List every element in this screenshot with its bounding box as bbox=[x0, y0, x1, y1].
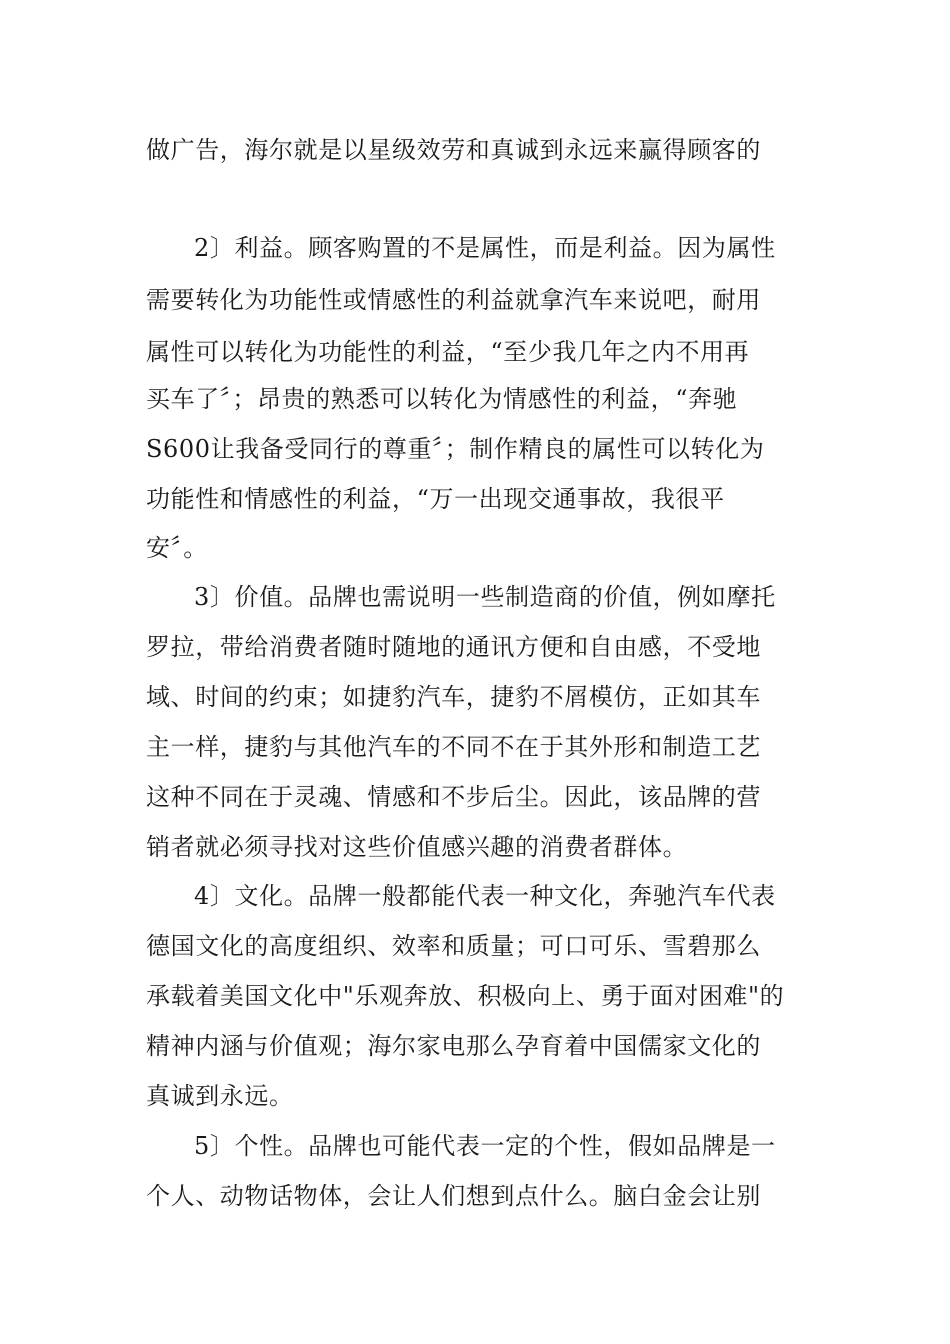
text-line: 销者就必须寻找对这些价值感兴趣的消费者群体。 bbox=[146, 833, 688, 861]
text-line: 做广告，海尔就是以星级效劳和真诚到永远来赢得顾客的 bbox=[146, 136, 761, 164]
text-line: 属性可以转化为功能性的利益，“至少我几年之内不用再 bbox=[146, 338, 750, 366]
text-line: 主一样，捷豹与其他汽车的不同不在于其外形和制造工艺 bbox=[146, 733, 761, 761]
text-line: 罗拉，带给消费者随时随地的通讯方便和自由感，不受地 bbox=[146, 633, 761, 661]
text-line: 这种不同在于灵魂、情感和不步后尘。因此，该品牌的营 bbox=[146, 783, 761, 811]
text-line: 3〕价值。品牌也需说明一些制造商的价值，例如摩托 bbox=[194, 583, 776, 611]
text-line: 买车了〞；昂贵的熟悉可以转化为情感性的利益，“奔驰 bbox=[146, 385, 738, 413]
text-line: 精神内涵与价值观；海尔家电那么孕育着中国儒家文化的 bbox=[146, 1032, 761, 1060]
text-line: S600让我备受同行的尊重〞；制作精良的属性可以转化为 bbox=[146, 435, 765, 463]
text-line: 真诚到永远。 bbox=[146, 1082, 294, 1110]
text-line: 承载着美国文化中"乐观奔放、积极向上、勇于面对困难"的 bbox=[146, 982, 785, 1010]
text-line: 功能性和情感性的利益，“万一出现交通事故，我很平 bbox=[146, 485, 725, 513]
text-line: 德国文化的高度组织、效率和质量；可口可乐、雪碧那么 bbox=[146, 932, 761, 960]
text-line: 需要转化为功能性或情感性的利益就拿汽车来说吧，耐用 bbox=[146, 286, 761, 314]
text-line: 2〕利益。顾客购置的不是属性，而是利益。因为属性 bbox=[194, 234, 776, 262]
text-line: 5〕个性。品牌也可能代表一定的个性，假如品牌是一 bbox=[194, 1132, 776, 1160]
text-line: 4〕文化。品牌一般都能代表一种文化，奔驰汽车代表 bbox=[194, 882, 776, 910]
text-line: 安〞。 bbox=[146, 534, 208, 562]
text-line: 域、时间的约束；如捷豹汽车，捷豹不屑模仿，正如其车 bbox=[146, 683, 761, 711]
text-line: 个人、动物话物体，会让人们想到点什么。脑白金会让别 bbox=[146, 1182, 761, 1210]
